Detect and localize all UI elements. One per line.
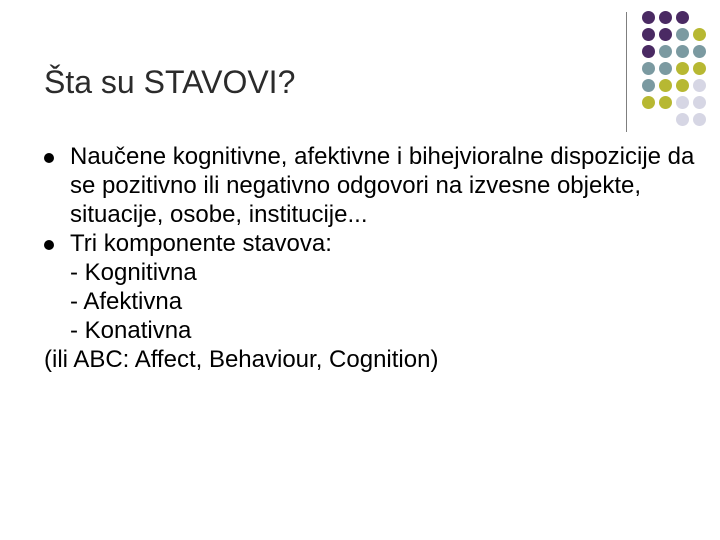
- component-item: - Kognitivna: [70, 259, 197, 286]
- decor-dot: [693, 96, 706, 109]
- decor-dot: [642, 45, 655, 58]
- decor-dot: [676, 79, 689, 92]
- decor-dot: [693, 113, 706, 126]
- decor-dot: [693, 28, 706, 41]
- decor-dot: [659, 11, 672, 24]
- slide-body: [44, 142, 704, 374]
- decor-dot: [659, 79, 672, 92]
- decor-dot: [659, 96, 672, 109]
- decor-dot: [659, 28, 672, 41]
- decor-dot: [642, 79, 655, 92]
- slide-title: Šta su STAVOVI?: [44, 64, 296, 100]
- bullet-text: Tri komponente stavova:: [70, 230, 332, 257]
- bullet-text: Naučene kognitivne, afektivne i bihejvioralne dispozicije da se pozitivno ili negativno odgovori na izvesne objekte, situacije, osobe, institucije...: [70, 143, 695, 228]
- decor-dot: [676, 62, 689, 75]
- decor-dot: [642, 28, 655, 41]
- decor-dot: [693, 79, 706, 92]
- decor-dot: [676, 113, 689, 126]
- bullet-icon: [44, 153, 54, 163]
- decor-dot: [659, 45, 672, 58]
- component-item: - Afektivna: [70, 288, 183, 315]
- decor-dot: [676, 28, 689, 41]
- decor-dot: [676, 45, 689, 58]
- decor-dot: [693, 45, 706, 58]
- component-item: - Konativna: [70, 317, 192, 344]
- decor-dot: [659, 62, 672, 75]
- decor-dot: [642, 11, 655, 24]
- bullet-icon: [44, 240, 54, 250]
- bullet-item: [44, 229, 704, 258]
- decor-dot: [693, 62, 706, 75]
- decor-dot: [676, 11, 689, 24]
- decor-dot: [642, 96, 655, 109]
- decor-dot: [642, 62, 655, 75]
- decorative-divider: [626, 12, 627, 132]
- abc-note: (ili ABC: Affect, Behaviour, Cognition): [44, 346, 439, 373]
- bullet-item: [44, 142, 704, 229]
- decor-dot: [676, 96, 689, 109]
